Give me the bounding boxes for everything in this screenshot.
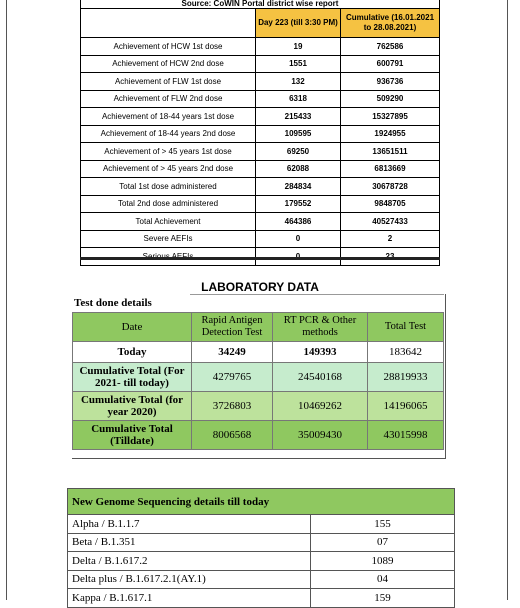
variant-count: 04 — [311, 570, 455, 589]
table-row — [73, 421, 444, 450]
row-label: Achievement of 18-44 years 1st dose — [81, 108, 256, 126]
table-row — [81, 108, 440, 126]
genome-title: New Genome Sequencing details till today — [68, 489, 455, 515]
table-row — [73, 342, 444, 363]
source-caption: Source: CoWIN Portal district wise report — [81, 0, 440, 9]
variant-name: Beta / B.1.351 — [68, 533, 311, 552]
row-label: Total 1st dose administered — [81, 178, 256, 196]
row-day-value: 464386 — [256, 213, 341, 231]
table-row — [81, 195, 440, 213]
laboratory-title: LABORATORY DATA — [201, 280, 319, 294]
row-label: Cumulative Total (Tilldate) — [73, 421, 192, 450]
variant-name: Delta / B.1.617.2 — [68, 552, 311, 571]
row-cumulative-value: 2 — [341, 230, 440, 248]
genome-header-row — [68, 489, 455, 515]
row-cumulative-value: 30678728 — [341, 178, 440, 196]
row-cumulative-value: 9848705 — [341, 195, 440, 213]
table-row — [81, 90, 440, 108]
table-row — [81, 213, 440, 231]
table-row — [68, 552, 455, 571]
variant-count: 07 — [311, 533, 455, 552]
table-row — [81, 125, 440, 143]
row-rtpcr-value: 149393 — [273, 342, 368, 363]
row-label: Total Achievement — [81, 213, 256, 231]
row-day-value: 215433 — [256, 108, 341, 126]
row-total-value: 183642 — [368, 342, 444, 363]
row-cumulative-value: 40527433 — [341, 213, 440, 231]
header-blank-cell — [81, 9, 256, 38]
vaccination-table — [80, 0, 440, 266]
laboratory-frame-bottom — [72, 458, 446, 459]
laboratory-table — [72, 312, 444, 450]
row-label: Total 2nd dose administered — [81, 195, 256, 213]
row-day-value: 62088 — [256, 160, 341, 178]
row-label: Severe AEFIs — [81, 230, 256, 248]
laboratory-frame-right — [445, 294, 446, 459]
page-border-right — [507, 0, 508, 600]
row-total-value: 43015998 — [368, 421, 444, 450]
row-rapid-value: 8006568 — [192, 421, 273, 450]
row-cumulative-value: 15327895 — [341, 108, 440, 126]
row-cumulative-value: 1924955 — [341, 125, 440, 143]
laboratory-title-rule — [190, 294, 444, 295]
row-label: Cumulative Total (For 2021- till today) — [73, 363, 192, 392]
header-rapid-antigen: Rapid Antigen Detection Test — [192, 313, 273, 342]
row-cumulative-value: 13651511 — [341, 143, 440, 161]
variant-name: Kappa / B.1.617.1 — [68, 589, 311, 608]
row-label: Achievement of > 45 years 1st dose — [81, 143, 256, 161]
row-day-value: 6318 — [256, 90, 341, 108]
laboratory-subtitle: Test done details — [74, 297, 152, 309]
genome-table — [67, 488, 455, 608]
table-row — [81, 178, 440, 196]
row-cumulative-value: 600791 — [341, 55, 440, 73]
page-border-left — [6, 0, 7, 600]
row-cumulative-value: 6813669 — [341, 160, 440, 178]
table-row — [81, 160, 440, 178]
variant-count: 159 — [311, 589, 455, 608]
row-day-value: 69250 — [256, 143, 341, 161]
table-row — [68, 589, 455, 608]
row-rapid-value: 4279765 — [192, 363, 273, 392]
row-day-value: 132 — [256, 73, 341, 91]
row-label: Achievement of HCW 2nd dose — [81, 55, 256, 73]
table-row — [68, 515, 455, 534]
row-day-value: 284834 — [256, 178, 341, 196]
table-row — [68, 570, 455, 589]
row-label: Today — [73, 342, 192, 363]
row-cumulative-value: 509290 — [341, 90, 440, 108]
header-date: Date — [73, 313, 192, 342]
row-total-value: 14196065 — [368, 392, 444, 421]
variant-name: Alpha / B.1.1.7 — [68, 515, 311, 534]
row-rtpcr-value: 35009430 — [273, 421, 368, 450]
row-label: Cumulative Total (for year 2020) — [73, 392, 192, 421]
row-rtpcr-value: 10469262 — [273, 392, 368, 421]
table-row — [81, 38, 440, 56]
table-row — [73, 392, 444, 421]
table-row — [73, 363, 444, 392]
row-label: Achievement of HCW 1st dose — [81, 38, 256, 56]
table-row — [68, 533, 455, 552]
row-day-value: 179552 — [256, 195, 341, 213]
vaccination-header-row — [81, 9, 440, 38]
row-day-value: 0 — [256, 230, 341, 248]
header-cumulative: Cumulative (16.01.2021 to 28.08.2021) — [341, 9, 440, 38]
header-total-test: Total Test — [368, 313, 444, 342]
row-day-value: 1551 — [256, 55, 341, 73]
source-row — [81, 0, 440, 9]
variant-count: 1089 — [311, 552, 455, 571]
row-day-value: 109595 — [256, 125, 341, 143]
table-row — [81, 73, 440, 91]
row-cumulative-value: 762586 — [341, 38, 440, 56]
row-rtpcr-value: 24540168 — [273, 363, 368, 392]
table-row — [81, 55, 440, 73]
header-rtpcr: RT PCR & Other methods — [273, 313, 368, 342]
row-label: Achievement of FLW 2nd dose — [81, 90, 256, 108]
table-row — [81, 143, 440, 161]
row-cumulative-value: 936736 — [341, 73, 440, 91]
table-row — [81, 230, 440, 248]
row-rapid-value: 34249 — [192, 342, 273, 363]
row-rapid-value: 3726803 — [192, 392, 273, 421]
laboratory-header-row — [73, 313, 444, 342]
variant-count: 155 — [311, 515, 455, 534]
row-label: Achievement of > 45 years 2nd dose — [81, 160, 256, 178]
row-total-value: 28819933 — [368, 363, 444, 392]
row-day-value: 19 — [256, 38, 341, 56]
row-label: Achievement of 18-44 years 2nd dose — [81, 125, 256, 143]
row-label: Achievement of FLW 1st dose — [81, 73, 256, 91]
header-day: Day 223 (till 3:30 PM) — [256, 9, 341, 38]
vaccination-table-bottom-border — [80, 257, 440, 260]
variant-name: Delta plus / B.1.617.2.1(AY.1) — [68, 570, 311, 589]
